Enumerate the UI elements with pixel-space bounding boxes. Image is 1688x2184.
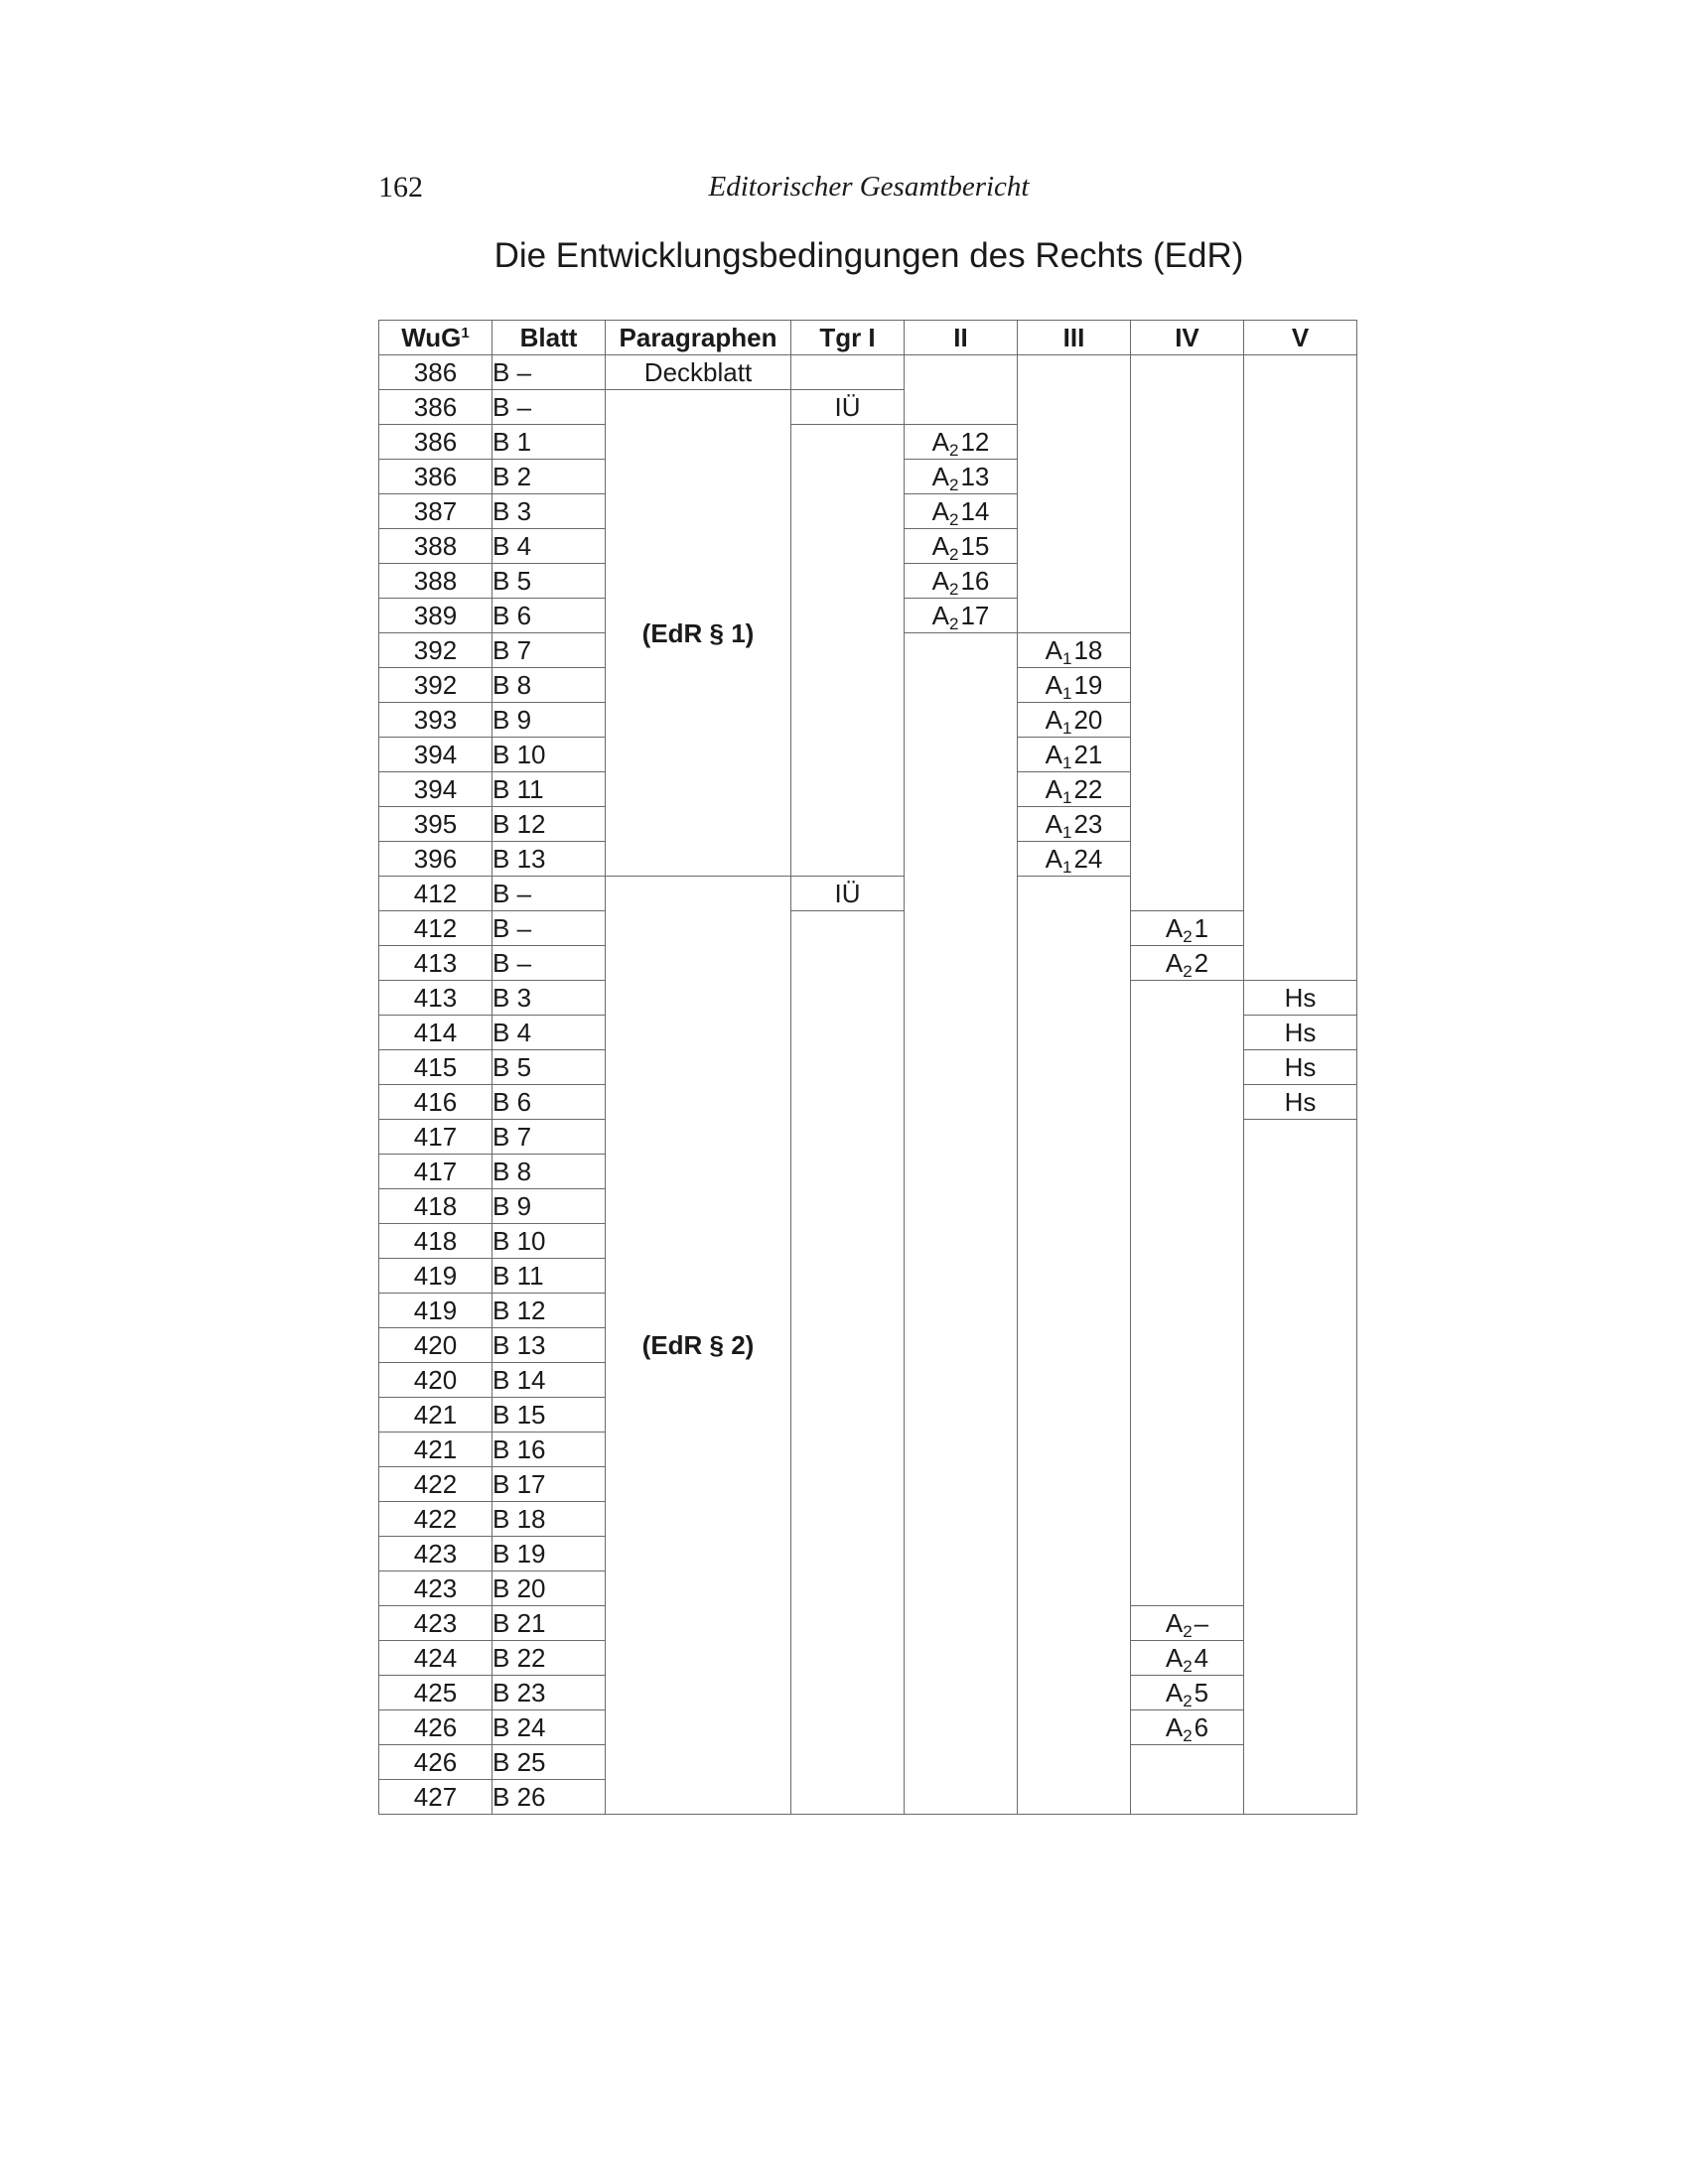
wug-cell: 386	[379, 355, 492, 390]
blatt-cell: B 21	[492, 1606, 606, 1641]
wug-cell: 426	[379, 1710, 492, 1745]
wug-cell: 423	[379, 1537, 492, 1571]
tgr-i-empty	[791, 425, 905, 877]
running-head: Editorischer Gesamtbericht	[708, 171, 1030, 203]
blatt-cell: B 3	[492, 494, 606, 529]
table-row	[379, 911, 1357, 946]
header-iv: IV	[1131, 321, 1244, 355]
wug-cell: 392	[379, 633, 492, 668]
iii-sigle-cell: $A_122$	[1018, 772, 1131, 807]
iii-sigle-cell: $A_118$	[1018, 633, 1131, 668]
wug-cell: 388	[379, 529, 492, 564]
blatt-cell: B 4	[492, 529, 606, 564]
wug-cell: 394	[379, 772, 492, 807]
blatt-cell: B 13	[492, 842, 606, 877]
iv-sigle-cell: $A_26$	[1131, 1710, 1244, 1745]
header-paragraphen: Paragraphen	[606, 321, 791, 355]
blatt-cell: B 6	[492, 599, 606, 633]
blatt-cell: B 5	[492, 1050, 606, 1085]
wug-cell: 386	[379, 390, 492, 425]
blatt-cell: B 24	[492, 1710, 606, 1745]
wug-cell: 426	[379, 1745, 492, 1780]
ii-sigle-cell: $A_214$	[905, 494, 1018, 529]
wug-cell: 412	[379, 911, 492, 946]
wug-cell: 415	[379, 1050, 492, 1085]
blatt-cell: B 5	[492, 564, 606, 599]
wug-cell: 421	[379, 1398, 492, 1433]
v-hs-cell: Hs	[1244, 1085, 1357, 1120]
wug-cell: 418	[379, 1224, 492, 1259]
iii-sigle-cell: $A_124$	[1018, 842, 1131, 877]
v-empty	[1244, 355, 1357, 981]
tgr-i-empty	[791, 355, 905, 390]
tgr-i-cell: IÜ	[791, 877, 905, 911]
blatt-cell: B 8	[492, 668, 606, 703]
wug-cell: 420	[379, 1363, 492, 1398]
blatt-cell: B 9	[492, 703, 606, 738]
tgr-i-empty	[791, 911, 905, 1815]
wug-cell: 387	[379, 494, 492, 529]
v-hs-cell: Hs	[1244, 1016, 1357, 1050]
wug-cell: 422	[379, 1502, 492, 1537]
wug-cell: 420	[379, 1328, 492, 1363]
blatt-cell: B 7	[492, 633, 606, 668]
wug-cell: 394	[379, 738, 492, 772]
wug-cell: 424	[379, 1641, 492, 1676]
wug-cell: 413	[379, 981, 492, 1016]
iii-sigle-cell: $A_121$	[1018, 738, 1131, 772]
paragraph-section-2: (EdR § 2)	[606, 877, 791, 1815]
iv-empty	[1131, 981, 1244, 1606]
blatt-cell: B –	[492, 946, 606, 981]
wug-cell: 414	[379, 1016, 492, 1050]
iii-sigle-cell: $A_123$	[1018, 807, 1131, 842]
paragraph-section-1: (EdR § 1)	[606, 390, 791, 877]
blatt-cell: B 23	[492, 1676, 606, 1710]
wug-cell: 423	[379, 1571, 492, 1606]
iv-empty	[1131, 355, 1244, 911]
footnote-marker: 1	[461, 325, 470, 341]
iv-sigle-cell: $A_2-$	[1131, 1606, 1244, 1641]
wug-cell: 388	[379, 564, 492, 599]
wug-cell: 425	[379, 1676, 492, 1710]
blatt-cell: B 10	[492, 1224, 606, 1259]
iv-empty	[1131, 1745, 1244, 1815]
header-wug: WuG$^1$	[379, 321, 492, 355]
wug-cell: 416	[379, 1085, 492, 1120]
iii-sigle-cell: $A_120$	[1018, 703, 1131, 738]
v-empty	[1244, 1120, 1357, 1815]
blatt-cell: B 18	[492, 1502, 606, 1537]
blatt-cell: B –	[492, 877, 606, 911]
blatt-cell: B 1	[492, 425, 606, 460]
blatt-cell: B 2	[492, 460, 606, 494]
blatt-cell: B 13	[492, 1328, 606, 1363]
blatt-cell: B –	[492, 390, 606, 425]
blatt-cell: B 12	[492, 807, 606, 842]
iii-empty	[1018, 355, 1131, 633]
blatt-cell: B 22	[492, 1641, 606, 1676]
header-iii: III	[1018, 321, 1131, 355]
document-title: Die Entwicklungsbedingungen des Rechts (EdR)	[493, 236, 1244, 275]
blatt-cell: B 17	[492, 1467, 606, 1502]
wug-cell: 393	[379, 703, 492, 738]
blatt-cell: B 15	[492, 1398, 606, 1433]
wug-cell: 392	[379, 668, 492, 703]
wug-cell: 413	[379, 946, 492, 981]
wug-cell: 417	[379, 1120, 492, 1155]
blatt-cell: B –	[492, 911, 606, 946]
blatt-cell: B 6	[492, 1085, 606, 1120]
header-row	[379, 321, 1357, 355]
table-row	[379, 355, 1357, 390]
wug-cell: 418	[379, 1189, 492, 1224]
blatt-cell: B 7	[492, 1120, 606, 1155]
blatt-cell: B 19	[492, 1537, 606, 1571]
blatt-cell: B 9	[492, 1189, 606, 1224]
wug-cell: 423	[379, 1606, 492, 1641]
page-number: 162	[378, 171, 423, 204]
blatt-cell: B 25	[492, 1745, 606, 1780]
ii-sigle-cell: $A_217$	[905, 599, 1018, 633]
iv-sigle-cell: $A_21$	[1131, 911, 1244, 946]
edr-concordance-table	[378, 320, 1357, 1815]
header-tgr-i: Tgr I	[791, 321, 905, 355]
wug-cell: 422	[379, 1467, 492, 1502]
wug-cell: 389	[379, 599, 492, 633]
blatt-cell: B 14	[492, 1363, 606, 1398]
ii-sigle-cell: $A_215$	[905, 529, 1018, 564]
deckblatt-cell: Deckblatt	[606, 355, 791, 390]
iv-sigle-cell: $A_24$	[1131, 1641, 1244, 1676]
blatt-cell: B 3	[492, 981, 606, 1016]
ii-sigle-cell: $A_212$	[905, 425, 1018, 460]
blatt-cell: B 20	[492, 1571, 606, 1606]
iv-sigle-cell: $A_22$	[1131, 946, 1244, 981]
v-hs-cell: Hs	[1244, 1050, 1357, 1085]
header-blatt: Blatt	[492, 321, 606, 355]
blatt-cell: B 11	[492, 772, 606, 807]
blatt-cell: B 4	[492, 1016, 606, 1050]
iii-sigle-cell: $A_119$	[1018, 668, 1131, 703]
ii-empty	[905, 355, 1018, 425]
wug-cell: 386	[379, 425, 492, 460]
blatt-cell: B 26	[492, 1780, 606, 1815]
wug-cell: 396	[379, 842, 492, 877]
ii-empty	[905, 633, 1018, 1815]
wug-cell: 419	[379, 1259, 492, 1294]
ii-sigle-cell: $A_216$	[905, 564, 1018, 599]
wug-cell: 412	[379, 877, 492, 911]
blatt-cell: B –	[492, 355, 606, 390]
ii-sigle-cell: $A_213$	[905, 460, 1018, 494]
blatt-cell: B 12	[492, 1294, 606, 1328]
wug-cell: 395	[379, 807, 492, 842]
blatt-cell: B 16	[492, 1433, 606, 1467]
header-v: V	[1244, 321, 1357, 355]
v-hs-cell: Hs	[1244, 981, 1357, 1016]
wug-cell: 427	[379, 1780, 492, 1815]
wug-cell: 421	[379, 1433, 492, 1467]
wug-cell: 417	[379, 1155, 492, 1189]
tgr-i-cell: IÜ	[791, 390, 905, 425]
iii-empty	[1018, 877, 1131, 1815]
blatt-cell: B 11	[492, 1259, 606, 1294]
blatt-cell: B 10	[492, 738, 606, 772]
header-ii: II	[905, 321, 1018, 355]
iv-sigle-cell: $A_25$	[1131, 1676, 1244, 1710]
wug-cell: 386	[379, 460, 492, 494]
wug-cell: 419	[379, 1294, 492, 1328]
blatt-cell: B 8	[492, 1155, 606, 1189]
